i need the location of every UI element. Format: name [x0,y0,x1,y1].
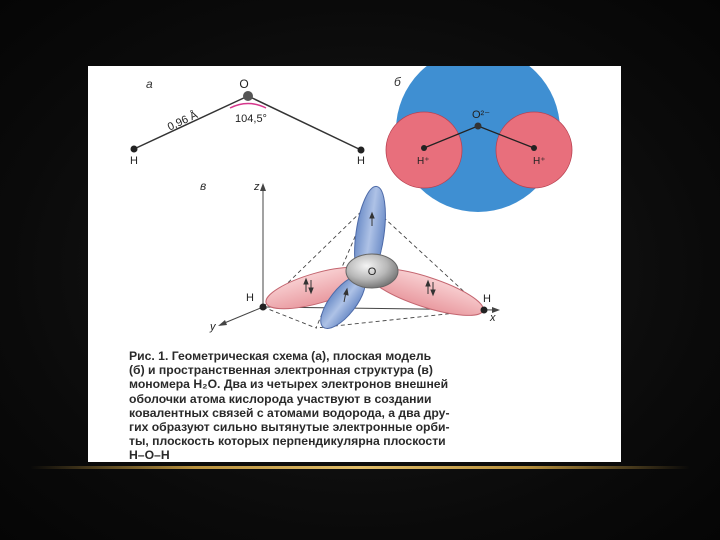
atom-o-label: O [239,77,249,91]
angle-arc [230,104,266,109]
atom-h-left-label: H [130,155,138,167]
caption-line: гих образуют сильно вытянутые электронные орби- [129,420,450,435]
h-ion-right-label: H⁺ [533,156,546,167]
h-ion-left-label: H⁺ [417,156,430,167]
caption-line: H–O–H [129,448,170,462]
angle-label: 104,5° [235,113,267,125]
caption-line: ковалентных связей с атомами водорода, а два дру- [129,405,450,420]
caption-line: оболочки атома кислорода участвуют в создании [129,391,432,406]
panel-a-label: а [146,77,153,91]
y-axis [222,307,263,324]
bond-length-label: 0,96 Å [165,109,200,134]
h-3d-right-label: H [483,293,491,305]
panel-a [130,77,365,167]
caption-line: (б) и пространственная электронная структура (в) [129,363,433,378]
z-axis-label: z [254,181,260,193]
panel-b [386,66,572,212]
hydrogen-atom-left [131,146,138,153]
oxygen-ion-center [475,123,482,130]
hydrogen-atom-right [358,147,365,154]
x-axis-label: x [490,312,496,324]
h-ion-right-center [531,145,537,151]
gold-divider [30,466,690,469]
atom-h-right-label: H [357,155,365,167]
panel-b-label: б [394,75,401,89]
hydrogen-3d-right [481,307,488,314]
caption-line: мономера H₂O. Два из четырех электронов внешней [129,377,449,392]
caption-line: ты, плоскость которых перпендикулярна плоскости [129,434,446,449]
hydrogen-3d-left [260,304,267,311]
oxygen-ion-label: O²⁻ [472,109,491,121]
y-axis-arrow [218,320,227,326]
h-3d-left-label: H [246,292,254,304]
atom-o-3d-label: O [367,266,377,278]
figure-panel [88,66,621,462]
panel-c-label: в [200,179,207,193]
figure-caption [129,349,599,462]
h-ion-left-center [421,145,427,151]
oxygen-atom [243,91,253,101]
y-axis-label: y [210,321,216,333]
caption-line: Рис. 1. Геометрическая схема (а), плоская модель [129,349,432,363]
z-axis-arrow [260,183,266,191]
